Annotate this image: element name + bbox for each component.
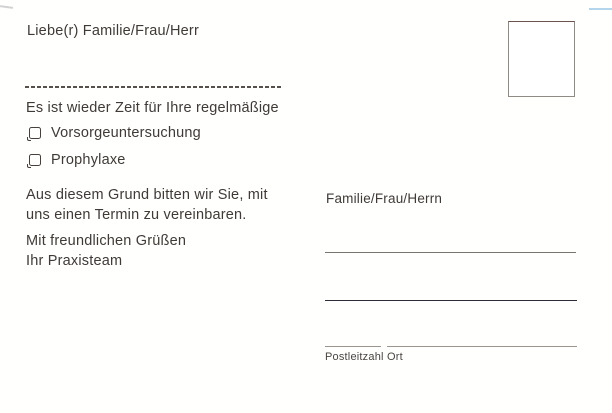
stamp-box [508,21,575,97]
closing-block [26,232,186,271]
address-line-postal-code [325,346,381,347]
address-line-city [387,346,577,347]
closing-line: Mit freundlichen Grüßen [26,233,187,249]
closing-line: Ihr Praxisteam [26,252,123,269]
greeting-text: Liebe(r) Familie/Frau/Herr [27,23,199,39]
checkbox-row-prophylaxe[interactable] [29,152,126,168]
checkbox-label: Vorsorgeuntersuchung [51,125,201,141]
body-paragraph [26,185,268,225]
recipient-label: Familie/Frau/Herrn [326,191,443,206]
checkbox-icon[interactable] [29,154,41,166]
body-line: uns einen Termin zu vereinbaren. [26,207,247,223]
address-line-street [325,300,577,301]
city-label: Ort [387,351,403,363]
scan-artifact-top-right [589,8,612,10]
dashed-separator [25,86,283,88]
checkbox-row-vorsorgeuntersuchung[interactable] [29,125,201,141]
address-line-name [325,252,576,253]
checkbox-icon[interactable] [29,127,41,139]
body-line: Aus diesem Grund bitten wir Sie, mit [26,187,268,203]
checkbox-label: Prophylaxe [51,152,126,168]
intro-text: Es ist wieder Zeit für Ihre regelmäßige [26,100,279,116]
scan-artifact-top-left [0,5,13,9]
postal-code-label: Postleitzahl [325,351,384,363]
